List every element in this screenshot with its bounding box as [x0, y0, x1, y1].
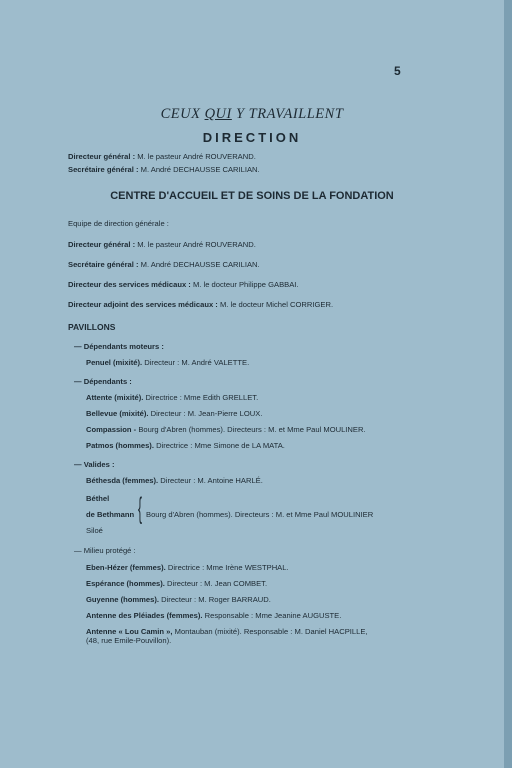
direction-heading: DIRECTION	[202, 130, 302, 145]
pavillon-line: Guyenne (hommes). Directeur : M. Roger BARRAUD.	[86, 595, 271, 604]
pavillon-line: Bellevue (mixité). Directeur : M. Jean-Pierre LOUX.	[86, 409, 263, 418]
centre-line: Directeur des services médicaux : M. le docteur Philippe GABBAI.	[68, 280, 299, 289]
pavillon-line: Antenne « Lou Camin », Montauban (mixité). Responsable : M. Daniel HACPILLE,	[86, 627, 368, 636]
pavillons-heading: PAVILLONS	[68, 322, 116, 332]
title-underlined: QUI	[204, 106, 232, 122]
pavillon-line: Eben-Hézer (femmes). Directrice : Mme Irène WESTPHAL.	[86, 563, 289, 572]
centre-line: Directeur général : M. le pasteur André ROUVERAND.	[68, 240, 256, 249]
direction-line: Secrétaire général : M. André DECHAUSSE CARILIAN.	[68, 165, 260, 174]
centre-intro: Equipe de direction générale :	[68, 219, 169, 228]
page-title	[0, 106, 504, 123]
pavillon-line: Espérance (hommes). Directeur : M. Jean COMBET.	[86, 579, 268, 588]
pavillon-line: Béthesda (femmes). Directeur : M. Antoine HARLÉ.	[86, 476, 263, 485]
pavillon-name: Siloé	[86, 526, 103, 535]
centre-line: Secrétaire général : M. André DECHAUSSE CARILIAN.	[68, 260, 260, 269]
pavillon-name: Béthel	[86, 494, 110, 503]
page-number: 5	[394, 64, 401, 78]
page-edge	[504, 0, 512, 768]
pavillon-line: Antenne des Pléiades (femmes). Responsable : Mme Jeanine AUGUSTE.	[86, 611, 342, 620]
group-label-moteurs: — Dépendants moteurs :	[74, 342, 164, 351]
pavillon-group-text: Bourg d'Abren (hommes). Directeurs : M. et Mme Paul MOULINIER	[146, 510, 374, 519]
pavillon-line: Compassion - Bourg d'Abren (hommes). Directeurs : M. et Mme Paul MOULINER.	[86, 425, 366, 434]
pavillon-name: de Bethmann	[86, 510, 135, 519]
group-label-valides: — Valides :	[74, 460, 115, 469]
pavillon-line: Penuel (mixité). Directeur : M. André VALETTE.	[86, 358, 250, 367]
title-part: CEUX	[160, 106, 205, 122]
group-label-dependants: — Dépendants :	[74, 377, 132, 386]
pavillon-line: Patmos (hommes). Directrice : Mme Simone de LA MATA.	[86, 441, 285, 450]
direction-line: Directeur général : M. le pasteur André ROUVERAND.	[68, 152, 256, 161]
centre-line: Directeur adjoint des services médicaux : M. le docteur Michel CORRIGER.	[68, 300, 334, 309]
centre-heading: CENTRE D'ACCUEIL ET DE SOINS DE LA FONDATION	[110, 190, 394, 202]
group-label-milieu: — Milieu protégé :	[74, 546, 136, 555]
pavillon-address: (48, rue Emile-Pouvillon).	[86, 636, 172, 645]
title-part: Y TRAVAILLENT	[231, 106, 344, 122]
brace-symbol: {	[138, 492, 143, 525]
pavillon-line: Attente (mixité). Directrice : Mme Edith GRELLET.	[86, 393, 259, 402]
